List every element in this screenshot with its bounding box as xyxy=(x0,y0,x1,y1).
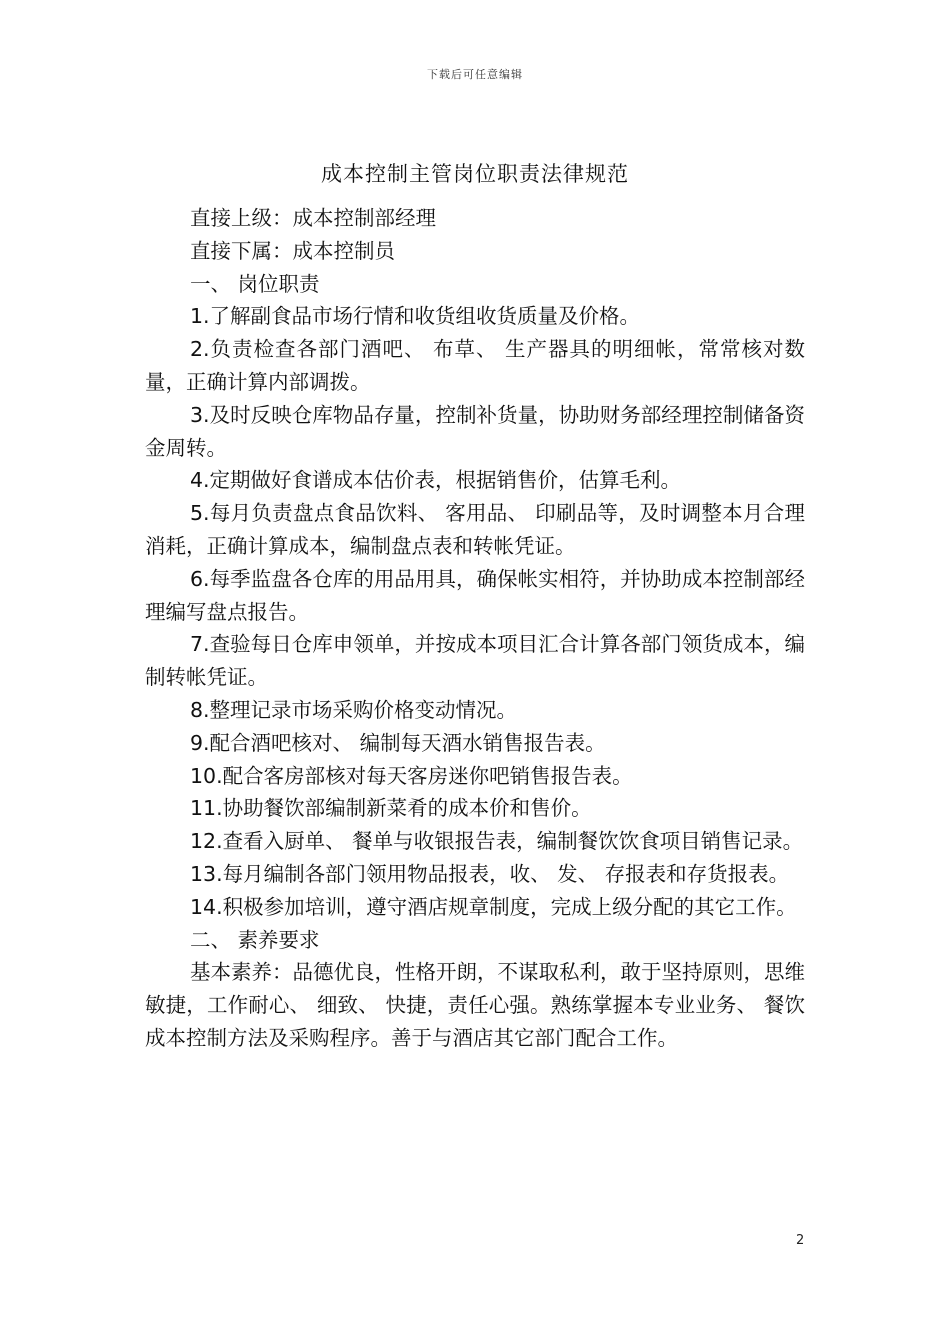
duty-item-1: 1.了解副食品市场行情和收货组收货质量及价格。 xyxy=(190,304,641,329)
page-header: 下载后可任意编辑 xyxy=(427,68,523,81)
duty-item-12: 12.查看入厨单、 餐单与收银报告表，编制餐饮饮食项目销售记录。 xyxy=(190,829,804,854)
paragraph-supervisor: 直接上级：成本控制部经理 xyxy=(190,206,436,230)
duty-item-14: 14.积极参加培训，遵守酒店规章制度，完成上级分配的其它工作。 xyxy=(190,894,797,919)
duty-item-2: 2.负责检查各部门酒吧、 布草、 生产器具的明细帐，常常核对数量，正确计算内部调拨。 xyxy=(145,337,805,394)
duty-item-10: 10.配合客房部核对每天客房迷你吧销售报告表。 xyxy=(190,763,633,788)
duty-item-3: 3.及时反映仓库物品存量，控制补货量，协助财务部经理控制储备资金周转。 xyxy=(145,402,805,460)
duty-item-9: 9.配合酒吧核对、 编制每天酒水销售报告表。 xyxy=(190,730,606,755)
duty-item-8: 8.整理记录市场采购价格变动情况。 xyxy=(190,697,518,722)
document-body xyxy=(145,202,805,1055)
document-title: 成本控制主管岗位职责法律规范 xyxy=(321,162,629,186)
requirements-paragraph: 基本素养：品德优良，性格开朗，不谋取私利，敢于坚持原则，思维敏捷，工作耐心、 细致、 快捷，责任心强。熟练掌握本专业业务、 餐饮成本控制方法及采购程序。善于与酒店其它部门配合工作。 xyxy=(145,960,805,1050)
section-heading-requirements: 二、 素养要求 xyxy=(190,927,320,952)
paragraph-subordinate: 直接下属：成本控制员 xyxy=(190,238,395,263)
duty-item-11: 11.协助餐饮部编制新菜肴的成本价和售价。 xyxy=(190,796,592,821)
duty-item-7: 7.查验每日仓库申领单，并按成本项目汇合计算各部门领货成本，编制转帐凭证。 xyxy=(145,632,805,690)
section-heading-duties: 一、 岗位职责 xyxy=(190,271,320,296)
duty-item-4: 4.定期做好食谱成本估价表，根据销售价，估算毛利。 xyxy=(190,468,682,493)
page-number: 2 xyxy=(796,1233,805,1248)
duty-item-6: 6.每季监盘各仓库的用品用具，确保帐实相符，并协助成本控制部经理编写盘点报告。 xyxy=(145,566,805,624)
duty-item-13: 13.每月编制各部门领用物品报表，收、 发、 存报表和存货报表。 xyxy=(190,861,790,886)
duty-item-5: 5.每月负责盘点食品饮料、 客用品、 印刷品等，及时调整本月合理消耗，正确计算成本，编制盘点表和转帐凭证。 xyxy=(145,501,805,558)
